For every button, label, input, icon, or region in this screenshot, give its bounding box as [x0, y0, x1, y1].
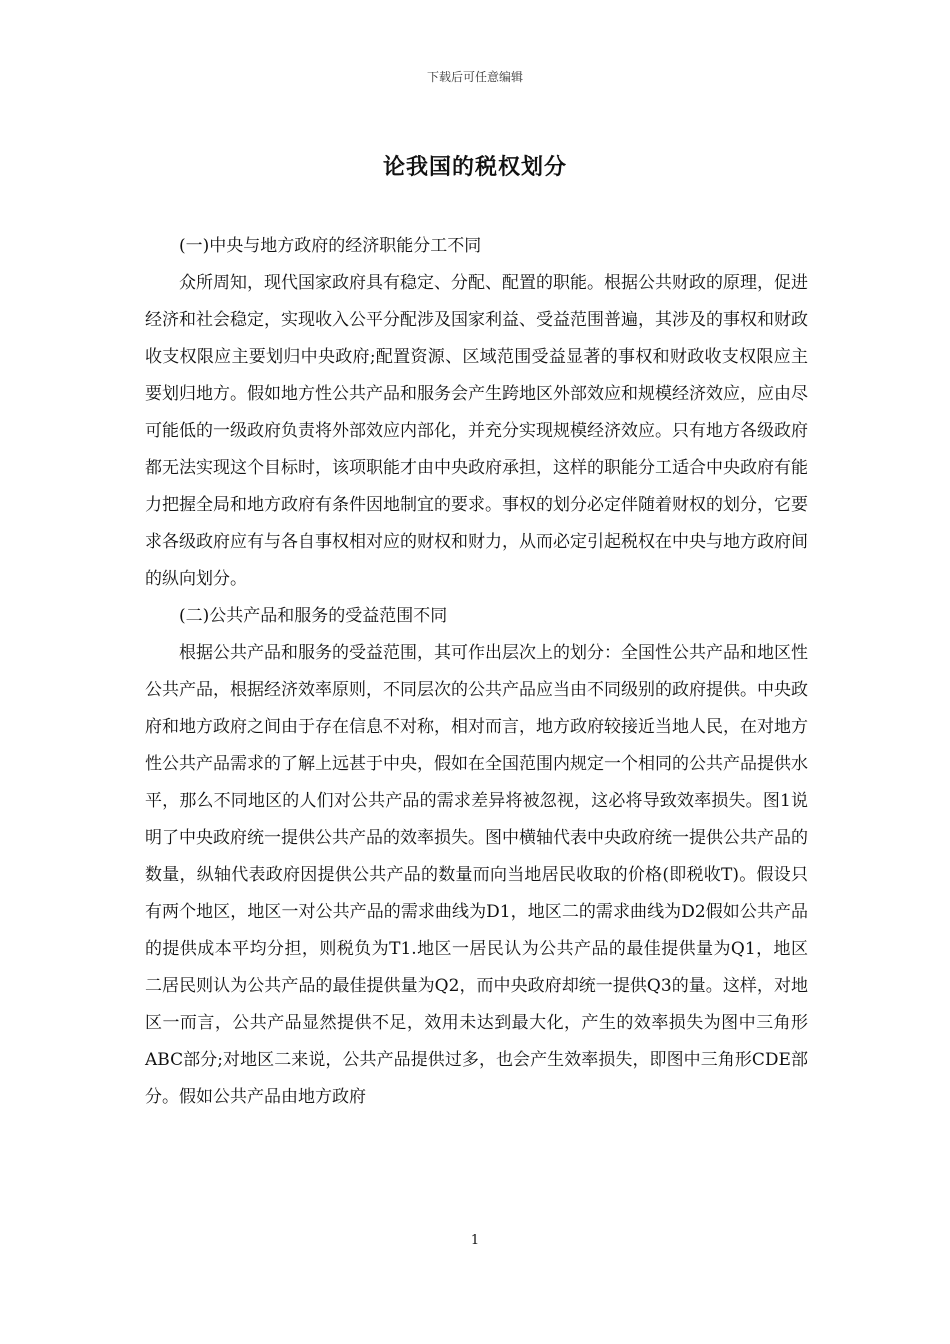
document-title: 论我国的税权划分 — [382, 154, 567, 180]
page-number: 1 — [470, 1233, 480, 1248]
section-heading-2: (二)公共产品和服务的受益范围不同 — [179, 606, 448, 626]
page-header-note: 下载后可任意编辑 — [426, 70, 523, 84]
section-paragraph-2: 根据公共产品和服务的受益范围，其可作出层次上的划分：全国性公共产品和地区性公共产品，根据经济效率原则，不同层次的公共产品应当由不同级别的政府提供。中央政府和地方政府之间由于存在信息不对称，相对而言，地方政府较接近当地人民，在对地方性公共产品需求的了解上远甚于中央，假如在全国范围内规定一个相同的公共产品提供水平，那么不同地区的人们对公共产品的需求差异将被忽视，这必将导致效率损失。图1说明了中央政府统一提供公共产品的效率损失。图中横轴代表中央政府统一提供公共产品的数量，纵轴代表政府因提供公共产品的数量而向当地居民收取的价格(即税收T)。假设只有两个地区，地区一对公共产品的需求曲线为D1，地区二的需求曲线为D2假如公共产品的提供成本平均分担，则税负为T1.地区一居民认为公共产品的最佳提供量为Q1，地区二居民则认为公共产品的最佳提供量为Q2，而中央政府却统一提供Q3的量。这样，对地区一而言，公共产品显然提供不足，效用未达到最大化，产生的效率损失为图中三角形ABC部分;对地区二来说，公共产品提供过多，也会产生效率损失，即图中三角形CDE部分。假如公共产品由地方政府 — [145, 643, 808, 1107]
document-body — [145, 228, 808, 1116]
section-paragraph-1: 众所周知，现代国家政府具有稳定、分配、配置的职能。根据公共财政的原理，促进经济和社会稳定，实现收入公平分配涉及国家利益、受益范围普遍，其涉及的事权和财政收支权限应主要划归中央政府;配置资源、区域范围受益显著的事权和财政收支权限应主要划归地方。假如地方性公共产品和服务会产生跨地区外部效应和规模经济效应，应由尽可能低的一级政府负责将外部效应内部化，并充分实现规模经济效应。只有地方各级政府都无法实现这个目标时，该项职能才由中央政府承担，这样的职能分工适合中央政府有能力把握全局和地方政府有条件因地制宜的要求。事权的划分必定伴随着财权的划分，它要求各级政府应有与各自事权相对应的财权和财力，从而必定引起税权在中央与地方政府间的纵向划分。 — [145, 273, 808, 589]
section-heading-1: (一)中央与地方政府的经济职能分工不同 — [179, 236, 482, 256]
